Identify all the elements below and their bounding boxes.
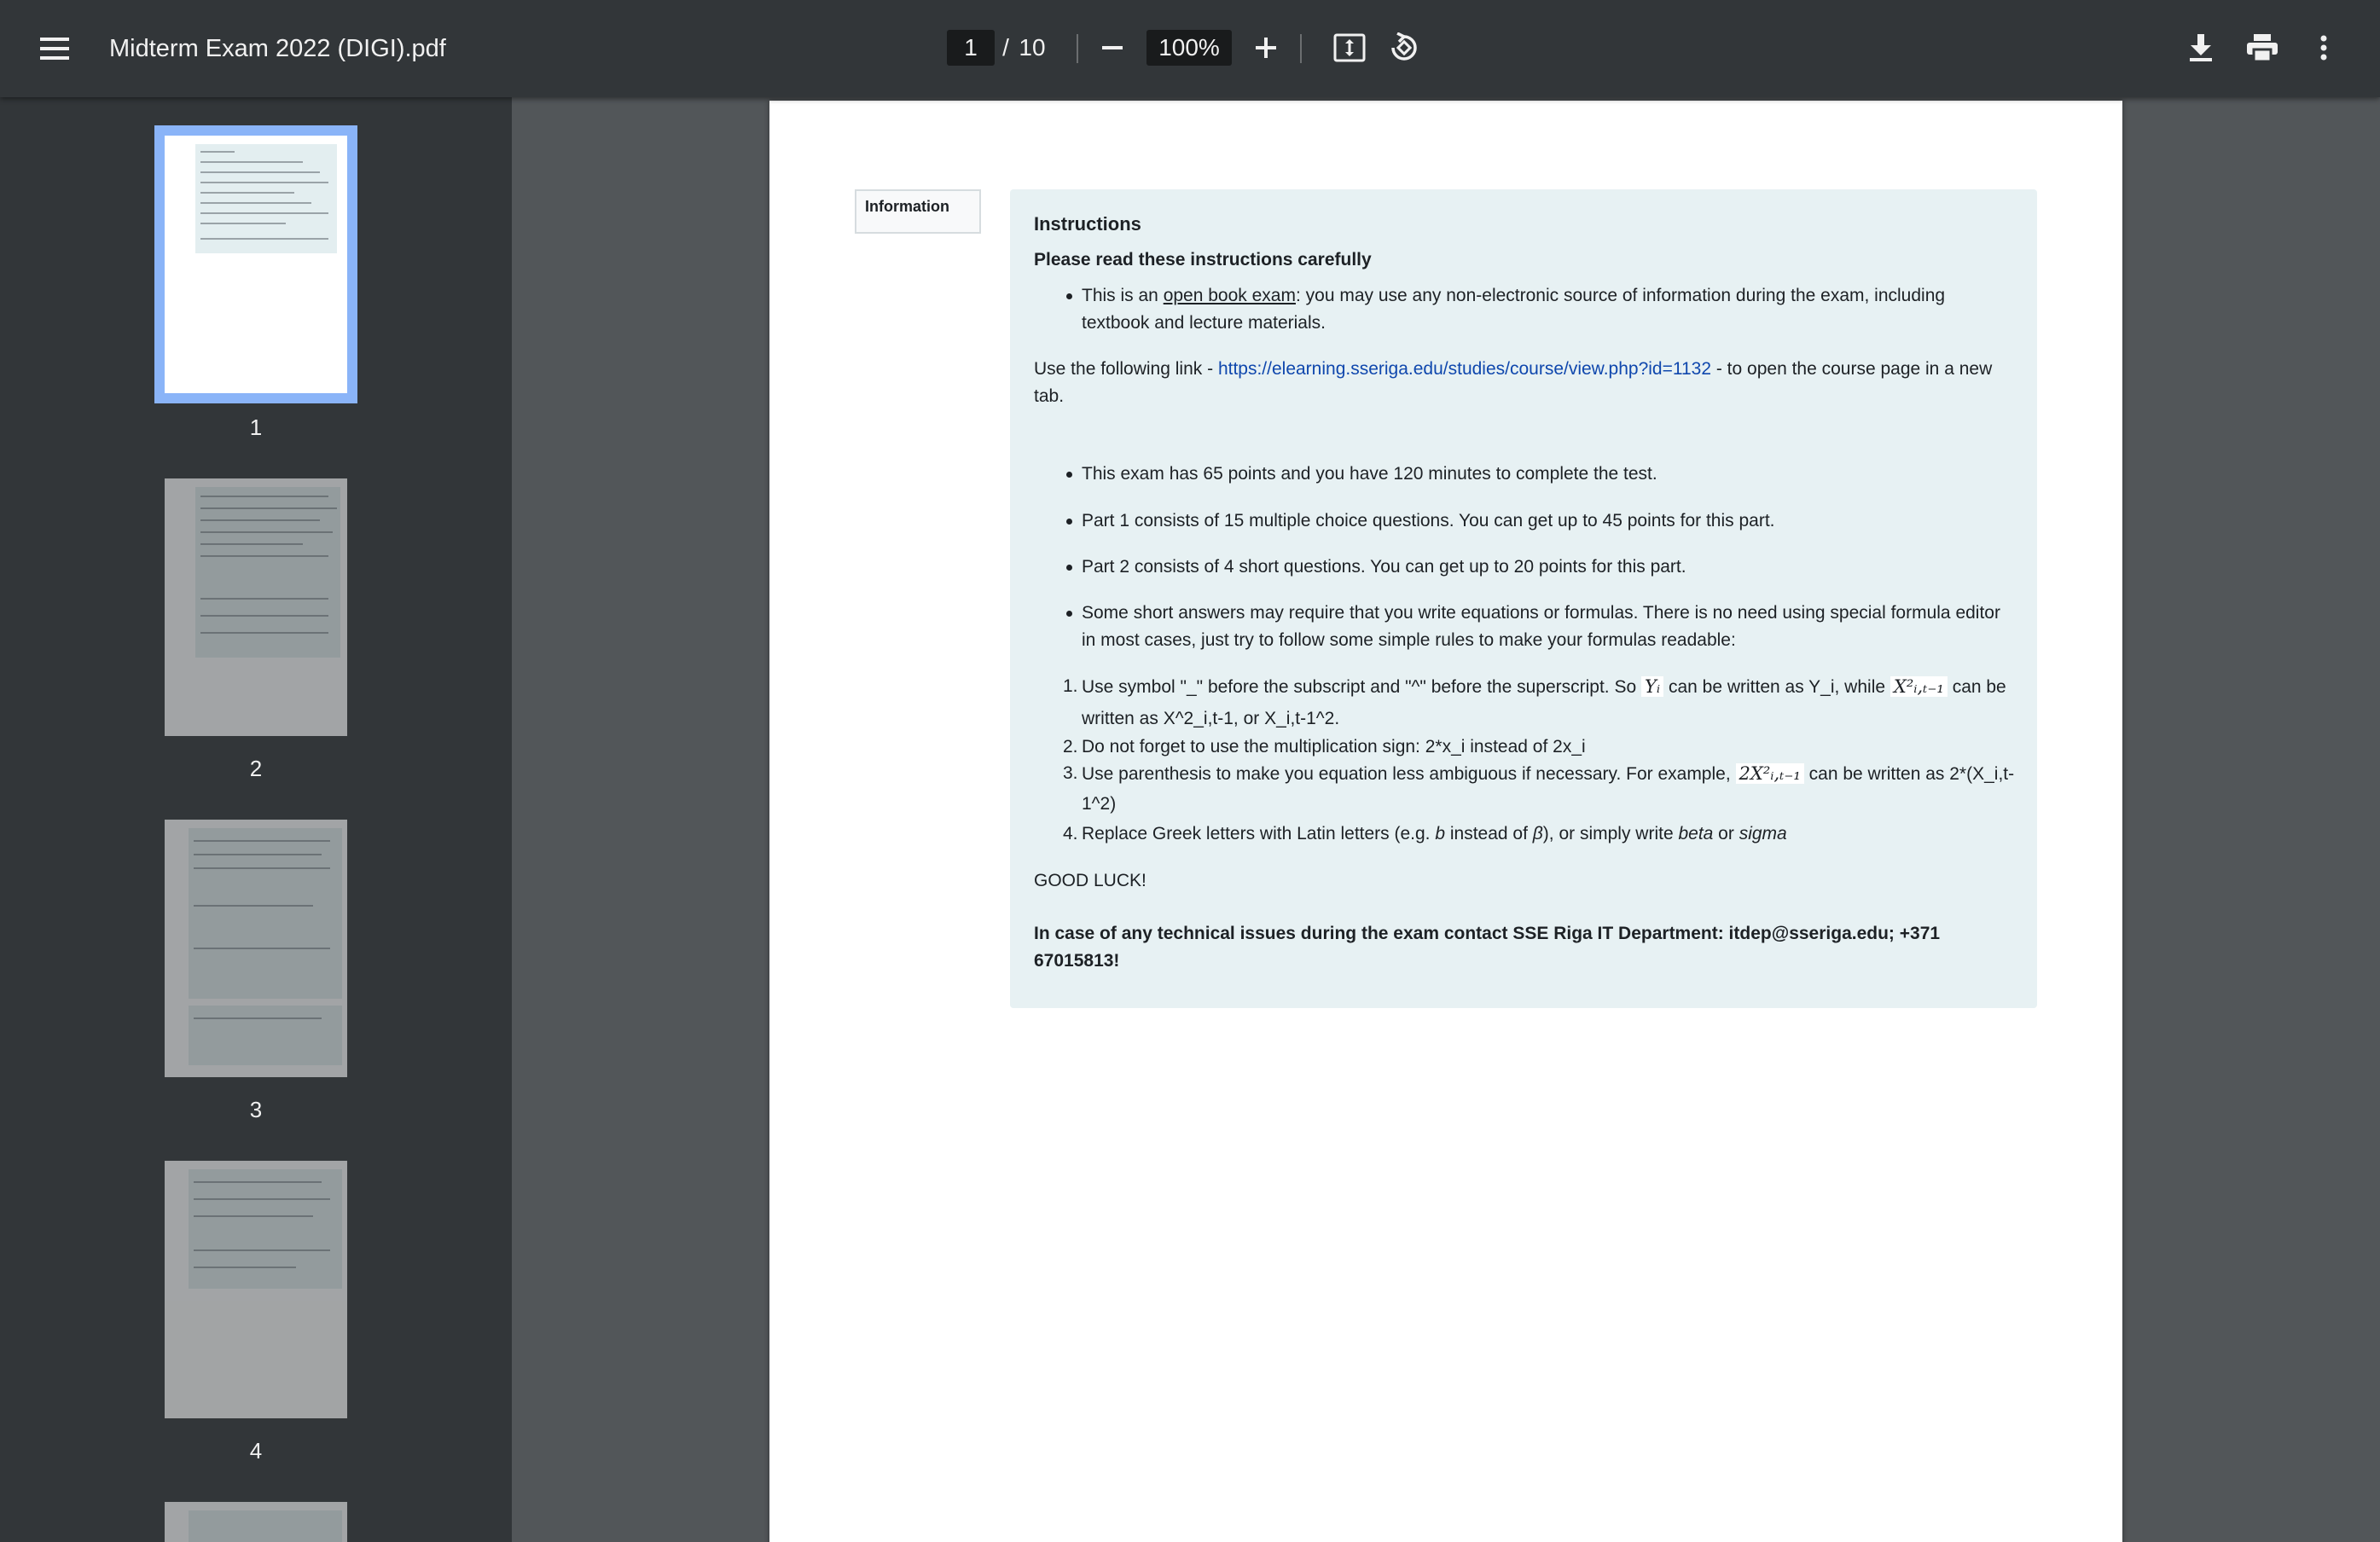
thumbnail-line (200, 212, 328, 214)
instructions-heading: Instructions (1034, 213, 1141, 235)
math-x-squared: X²ᵢ,ₜ₋₁ (1890, 676, 1948, 697)
rotate-icon (1389, 32, 1419, 63)
download-icon (2188, 34, 2214, 61)
thumbnail-page-number: 4 (249, 1438, 263, 1464)
thumbnail-line (200, 543, 303, 545)
thumbnail-line (200, 555, 328, 557)
course-link-paragraph (1034, 359, 1992, 380)
rule-4-text (1082, 824, 1787, 844)
thumbnail-line (200, 615, 328, 617)
fit-to-page-button[interactable] (1326, 24, 1373, 72)
thumbnail-line (200, 598, 328, 600)
menu-button[interactable] (27, 21, 82, 76)
page-thumbnail-4[interactable] (165, 1161, 347, 1418)
thumbnail-content-block (189, 1510, 342, 1542)
rotate-button[interactable] (1380, 24, 1428, 72)
thumbnail-page-number: 1 (249, 414, 263, 440)
more-icon (2319, 35, 2328, 61)
thumbnail-line (194, 854, 322, 855)
document-viewer[interactable] (512, 97, 2380, 1542)
link-pre: Use the following link - (1034, 359, 1218, 379)
page-total: 10 (1019, 34, 1046, 61)
bullet-dot (1066, 293, 1072, 299)
rule-1-line1 (1082, 676, 2006, 698)
thumbnail-content-block (189, 1006, 342, 1065)
fit-page-icon (1333, 33, 1366, 62)
toolbar-divider (1077, 34, 1078, 63)
thumbnail-line (194, 948, 330, 949)
rule-3-text-b: can be written as 2*(X_i,t- (1808, 764, 2015, 784)
open-book-link[interactable]: open book exam (1163, 286, 1296, 305)
thumbnail-line (200, 182, 328, 183)
thumbnail-sidebar[interactable] (0, 97, 512, 1542)
math-2x-squared: 2X²ᵢ,ₜ₋₁ (1736, 763, 1804, 784)
rule-4-a: Replace Greek letters with Latin letters (e.g. (1082, 824, 1436, 843)
zoom-out-icon (1100, 36, 1124, 60)
contact-line2: 67015813! (1034, 951, 1120, 971)
rule-3-line1 (1082, 763, 2014, 785)
download-button[interactable] (2177, 24, 2225, 72)
bullet-item: Part 2 consists of 4 short questions. You can get up to 20 points for this part. (1082, 557, 1686, 577)
zoom-level-input[interactable]: 100% (1146, 30, 1232, 66)
rule-4-b: b (1435, 824, 1446, 843)
document-title: Midterm Exam 2022 (DIGI).pdf (109, 34, 446, 62)
zoom-out-button[interactable] (1088, 24, 1136, 72)
open-book-line2: textbook and lecture materials. (1082, 313, 1326, 333)
print-button[interactable] (2238, 24, 2286, 72)
bullet-dot (1066, 611, 1072, 617)
rule-1-text-c: can be (1952, 677, 2006, 697)
thumbnail-line (200, 223, 286, 224)
thumbnail-line (194, 867, 330, 869)
bullet-item: Part 1 consists of 15 multiple choice questions. You can get up to 45 points for this part. (1082, 511, 1775, 530)
thumbnail-line (200, 161, 303, 163)
rule-3-line2: 1^2) (1082, 794, 1117, 814)
rule-1-text-a: Use symbol "_" before the subscript and "^" before the superscript. So (1082, 677, 1637, 697)
thumbnail-content-block (189, 1169, 342, 1289)
math-y-i: Yᵢ (1641, 676, 1663, 697)
open-book-rest: : you may use any non-electronic source of information during the exam, including (1295, 286, 1946, 305)
rule-4-post: ), or simply write (1542, 824, 1679, 843)
thumbnail-line (194, 1215, 313, 1217)
thumbnail-line (200, 632, 328, 634)
thumbnail-page-number: 2 (249, 756, 263, 781)
zoom-in-icon (1254, 36, 1278, 60)
print-icon (2247, 34, 2278, 61)
rule-1-text-b: can be written as Y_i, while (1668, 677, 1886, 697)
thumbnail-line (200, 192, 294, 194)
pdf-toolbar (0, 0, 2380, 97)
course-link[interactable]: https://elearning.sseriga.edu/studies/course/view.php?id=1132 (1217, 359, 1712, 379)
instructions-subheading: Please read these instructions carefully (1034, 250, 1372, 270)
rule-2-text: Do not forget to use the multiplication sign: 2*x_i instead of 2x_i (1082, 737, 1586, 757)
thumbnail-page-number: 3 (249, 1097, 263, 1122)
page-thumbnail-2[interactable] (165, 478, 347, 736)
rule-number: 2. (1063, 737, 1078, 757)
instructions-panel (1010, 189, 2037, 1008)
page-thumbnail-1[interactable] (165, 136, 347, 393)
bullet-dot (1066, 519, 1072, 525)
toolbar-divider (1300, 34, 1302, 63)
menu-icon (40, 38, 69, 60)
bullet-item: This exam has 65 points and you have 120 minutes to complete the test. (1082, 464, 1657, 484)
thumbnail-line (194, 1249, 330, 1251)
course-link-line2: tab. (1034, 386, 1065, 406)
formula-bullet-line1: Some short answers may require that you write equations or formulas. There is no need using special formula editor (1082, 603, 2000, 623)
thumbnail-line (194, 840, 330, 842)
thumbnail-line (194, 1181, 322, 1183)
information-label: Information (865, 198, 949, 215)
thumbnail-line (194, 905, 313, 907)
contact-line1: In case of any technical issues during the exam contact SSE Riga IT Department: itdep@sseriga.edu; +371 (1034, 924, 1941, 943)
zoom-in-button[interactable] (1242, 24, 1290, 72)
rule-4-mid: instead of (1445, 824, 1533, 843)
rule-3-text-a: Use parenthesis to make you equation less ambiguous if necessary. For example, (1082, 764, 1731, 784)
thumbnail-line (200, 171, 320, 173)
rule-4-or: or (1713, 824, 1739, 843)
page-thumbnail-3[interactable] (165, 820, 347, 1077)
page-separator: / (1002, 34, 1009, 61)
formula-bullet-line2: in most cases, just try to follow some simple rules to make your formulas readable: (1082, 630, 1736, 650)
thumbnail-line (194, 1198, 330, 1200)
open-book-text (1082, 286, 1945, 306)
thumbnail-line (200, 531, 333, 533)
rule-number: 3. (1063, 763, 1078, 783)
bullet-dot (1066, 565, 1072, 571)
rule-1-line2: written as X^2_i,t-1, or X_i,t-1^2. (1082, 709, 1340, 728)
thumbnail-line (200, 496, 328, 497)
rule-number: 1. (1063, 676, 1078, 696)
thumbnail-line (194, 1017, 322, 1019)
thumbnail-line (194, 1267, 296, 1268)
thumbnail-line (200, 519, 320, 521)
good-luck-text: GOOD LUCK! (1034, 871, 1146, 890)
link-post: - to open the course page in a new (1711, 359, 1993, 379)
bullet-dot (1066, 472, 1072, 478)
rule-number: 4. (1063, 824, 1078, 843)
open-book-pre: This is an (1082, 286, 1164, 305)
thumbnail-line (200, 151, 235, 153)
pdf-page (769, 101, 2122, 1542)
information-box (855, 189, 981, 234)
thumbnail-line (200, 238, 328, 240)
thumbnail-line (200, 507, 337, 509)
more-actions-button[interactable] (2300, 24, 2348, 72)
rule-4-beta-word: beta (1678, 824, 1714, 843)
rule-4-sigma-word: sigma (1739, 824, 1787, 843)
page-number-input[interactable]: 1 (947, 30, 995, 66)
rule-4-beta-symbol: β (1532, 824, 1543, 843)
page-thumbnail-5[interactable] (165, 1502, 347, 1542)
thumbnail-line (200, 202, 311, 204)
